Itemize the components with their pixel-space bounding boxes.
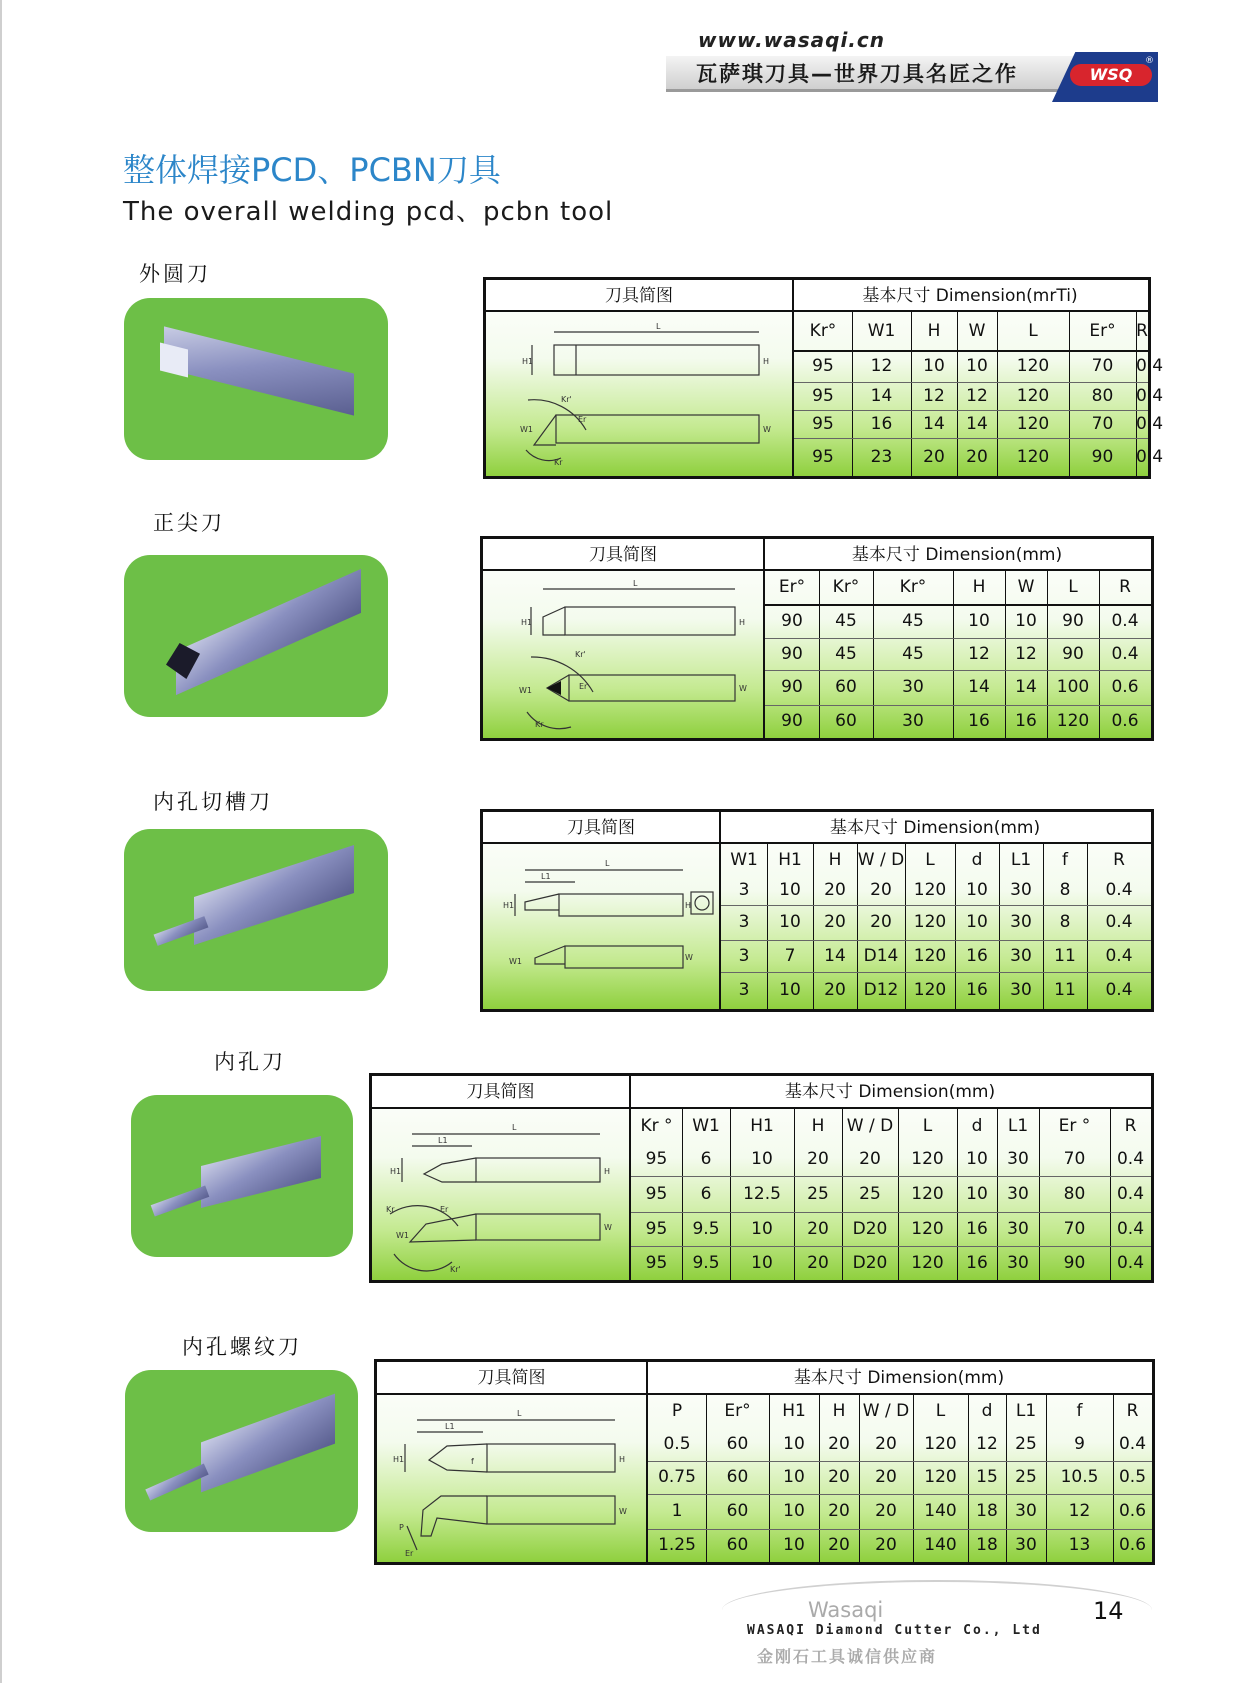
table-cell: 95 bbox=[812, 447, 834, 467]
table-cell: 0.4 bbox=[1136, 414, 1164, 434]
column-header: d bbox=[971, 1116, 983, 1136]
table-pointed-tool bbox=[480, 536, 1154, 741]
table-cell: 12 bbox=[870, 356, 893, 376]
svg-text:Kr': Kr' bbox=[575, 650, 586, 659]
table-cell: 80 bbox=[1063, 1184, 1086, 1204]
table-cell: 16 bbox=[966, 1219, 988, 1239]
table-cell: 140 bbox=[924, 1535, 957, 1555]
svg-text:Kr': Kr' bbox=[561, 395, 572, 404]
table-cell: 0.4 bbox=[1116, 1149, 1145, 1169]
diagram-pointed-tool bbox=[513, 577, 753, 735]
table-cell: 0.4 bbox=[1111, 611, 1139, 631]
photo-pointed-tool bbox=[124, 555, 388, 717]
table-cell: 18 bbox=[976, 1535, 998, 1555]
table-cell: 100 bbox=[1056, 677, 1090, 697]
table-cell: 0.4 bbox=[1111, 644, 1139, 664]
svg-text:W: W bbox=[685, 953, 693, 962]
table-cell: D14 bbox=[863, 946, 899, 966]
table-cell: 80 bbox=[1091, 386, 1114, 406]
table-cell: 95 bbox=[812, 356, 834, 376]
section-title-internal-boring: 内孔刀 bbox=[214, 1050, 286, 1074]
header-diagram: 刀具简图 bbox=[477, 1368, 546, 1388]
table-cell: 30 bbox=[1010, 880, 1032, 900]
svg-text:W1: W1 bbox=[520, 425, 533, 434]
column-header: H1 bbox=[750, 1116, 774, 1136]
table-cell: 0.6 bbox=[1118, 1501, 1147, 1521]
svg-text:Kr: Kr bbox=[535, 720, 544, 729]
svg-text:H: H bbox=[685, 901, 692, 910]
table-cell: 0.6 bbox=[1118, 1535, 1147, 1555]
table-cell: D12 bbox=[863, 980, 899, 1000]
table-cell: 20 bbox=[828, 1434, 850, 1454]
table-cell: 120 bbox=[911, 1184, 944, 1204]
table-cell: 11 bbox=[1054, 946, 1076, 966]
table-cell: 120 bbox=[1016, 356, 1050, 376]
table-cell: 9.5 bbox=[692, 1253, 720, 1273]
website-url[interactable]: www.wasaqi.cn bbox=[698, 28, 885, 52]
table-cell: 120 bbox=[1056, 711, 1090, 731]
table-cell: 20 bbox=[875, 1434, 897, 1454]
table-cell: 10 bbox=[966, 1149, 988, 1169]
column-header: W / D bbox=[862, 1401, 910, 1421]
svg-text:Kr: Kr bbox=[386, 1205, 395, 1214]
column-header: R bbox=[1124, 1116, 1137, 1136]
photo-internal-grooving-tool bbox=[124, 829, 388, 991]
table-cell: 120 bbox=[913, 946, 947, 966]
header-diagram: 刀具简图 bbox=[589, 545, 657, 565]
table-cell: 120 bbox=[924, 1467, 957, 1487]
table-cell: 11 bbox=[1054, 980, 1076, 1000]
column-header: L bbox=[922, 1116, 933, 1136]
footer-brand: Wasaqi bbox=[808, 1598, 884, 1622]
table-cell: 9.5 bbox=[692, 1219, 720, 1239]
table-cell: 0.4 bbox=[1136, 356, 1164, 376]
table-cell: 90 bbox=[1062, 644, 1084, 664]
svg-text:H: H bbox=[739, 618, 746, 627]
table-cell: 10.5 bbox=[1060, 1467, 1099, 1487]
table-cell: 0.4 bbox=[1118, 1434, 1147, 1454]
table-cell: 10 bbox=[783, 1535, 805, 1555]
column-header: Kr° bbox=[809, 321, 837, 341]
table-cell: 70 bbox=[1091, 414, 1114, 434]
table-cell: 0.4 bbox=[1116, 1219, 1145, 1239]
svg-text:L: L bbox=[633, 579, 638, 588]
table-cell: 10 bbox=[783, 1434, 805, 1454]
table-cell: 10 bbox=[923, 356, 945, 376]
table-cell: 6 bbox=[700, 1149, 712, 1169]
table-cell: 140 bbox=[924, 1501, 957, 1521]
table-cell: 25 bbox=[1015, 1434, 1037, 1454]
table-cell: 12 bbox=[976, 1434, 998, 1454]
table-cell: 0.5 bbox=[1118, 1467, 1147, 1487]
column-header: Er° bbox=[1089, 321, 1116, 341]
svg-text:L: L bbox=[512, 1123, 517, 1132]
table-cell: 0.6 bbox=[1111, 677, 1139, 697]
table-cell: 120 bbox=[1016, 386, 1050, 406]
section-title-internal-threading: 内孔螺纹刀 bbox=[182, 1335, 302, 1359]
table-cell: 60 bbox=[726, 1535, 749, 1555]
table-cell: 3 bbox=[738, 880, 750, 900]
column-header: H bbox=[927, 321, 941, 341]
svg-text:L: L bbox=[605, 859, 610, 868]
table-cell: 120 bbox=[1016, 447, 1050, 467]
table-cell: 90 bbox=[781, 611, 803, 631]
svg-text:Kr: Kr bbox=[554, 458, 563, 467]
table-cell: 10 bbox=[783, 1467, 805, 1487]
column-header: L bbox=[1028, 321, 1038, 341]
table-cell: 16 bbox=[968, 711, 990, 731]
table-cell: 20 bbox=[828, 1535, 850, 1555]
table-cell: 70 bbox=[1091, 356, 1114, 376]
registered-mark: ® bbox=[1145, 56, 1154, 66]
table-cell: 45 bbox=[835, 611, 857, 631]
diagram-internal-grooving bbox=[495, 850, 715, 1006]
table-cell: 120 bbox=[913, 880, 947, 900]
table-cell: 0.4 bbox=[1116, 1253, 1145, 1273]
table-cell: 10 bbox=[779, 912, 801, 932]
footer-company: WASAQI Diamond Cutter Co., Ltd bbox=[747, 1623, 1042, 1638]
svg-text:W: W bbox=[619, 1507, 627, 1516]
svg-text:Er: Er bbox=[578, 415, 587, 424]
table-cell: 20 bbox=[807, 1219, 829, 1239]
diagram-internal-threading bbox=[387, 1400, 637, 1560]
table-cell: 30 bbox=[1015, 1535, 1037, 1555]
column-header: Kr° bbox=[832, 577, 860, 597]
svg-text:H1: H1 bbox=[390, 1167, 402, 1176]
column-header: L1 bbox=[1010, 850, 1032, 870]
table-cell: 25 bbox=[1015, 1467, 1037, 1487]
svg-text:Er: Er bbox=[440, 1205, 449, 1214]
svg-text:f: f bbox=[471, 1457, 474, 1466]
section-title-external-turning: 外圆刀 bbox=[139, 262, 211, 286]
table-cell: 10 bbox=[966, 880, 988, 900]
table-internal-grooving bbox=[480, 809, 1154, 1012]
table-cell: 95 bbox=[645, 1253, 668, 1273]
table-cell: 90 bbox=[1062, 611, 1084, 631]
photo-internal-threading-tool bbox=[125, 1370, 358, 1532]
footer-supplier: 金刚石工具诚信供应商 bbox=[757, 1647, 938, 1666]
table-cell: 20 bbox=[870, 912, 892, 932]
table-cell: 90 bbox=[1063, 1253, 1086, 1273]
table-cell: 90 bbox=[781, 711, 803, 731]
table-cell: 20 bbox=[807, 1149, 829, 1169]
svg-text:L: L bbox=[517, 1409, 522, 1418]
slogan: 瓦萨琪刀具—世界刀具名匠之作 bbox=[696, 62, 1018, 86]
table-cell: 0.4 bbox=[1136, 386, 1164, 406]
table-cell: 30 bbox=[1007, 1149, 1029, 1169]
column-header: R bbox=[1113, 850, 1125, 870]
header-dimension: 基本尺寸 Dimension(mm) bbox=[851, 545, 1063, 565]
table-cell: 12 bbox=[1068, 1501, 1091, 1521]
column-header: Kr ° bbox=[640, 1116, 673, 1136]
column-header: L bbox=[925, 850, 935, 870]
table-cell: 95 bbox=[645, 1219, 668, 1239]
table-cell: 120 bbox=[913, 912, 947, 932]
column-header: H bbox=[832, 1401, 846, 1421]
table-cell: 0.4 bbox=[1136, 447, 1164, 467]
header-diagram: 刀具简图 bbox=[567, 818, 635, 838]
section-title-internal-grooving: 内孔切槽刀 bbox=[153, 790, 273, 814]
table-cell: 7 bbox=[784, 946, 796, 966]
column-header: R bbox=[1119, 577, 1131, 597]
table-cell: 30 bbox=[1007, 1219, 1029, 1239]
column-header: Er° bbox=[778, 577, 806, 597]
diagram-external-turning bbox=[516, 320, 776, 470]
column-header: W1 bbox=[730, 850, 758, 870]
svg-text:W: W bbox=[604, 1223, 612, 1232]
table-cell: 15 bbox=[976, 1467, 998, 1487]
table-cell: 60 bbox=[726, 1501, 749, 1521]
table-cell: 20 bbox=[828, 1501, 850, 1521]
table-cell: 12 bbox=[1015, 644, 1037, 664]
table-cell: 14 bbox=[870, 386, 893, 406]
table-cell: 10 bbox=[779, 880, 801, 900]
column-header: Er ° bbox=[1058, 1116, 1091, 1136]
table-cell: 14 bbox=[824, 946, 846, 966]
table-cell: 12 bbox=[966, 386, 988, 406]
table-cell: 0.4 bbox=[1105, 980, 1133, 1000]
table-cell: 1 bbox=[671, 1501, 683, 1521]
table-cell: 120 bbox=[911, 1219, 944, 1239]
column-header: Er° bbox=[724, 1401, 751, 1421]
page-number: 14 bbox=[1093, 1597, 1124, 1625]
table-cell: 20 bbox=[824, 880, 846, 900]
svg-text:L: L bbox=[656, 322, 661, 331]
table-cell: 10 bbox=[1015, 611, 1037, 631]
table-cell: 0.5 bbox=[663, 1434, 691, 1454]
svg-text:Er: Er bbox=[405, 1549, 414, 1558]
column-header: Kr° bbox=[899, 577, 927, 597]
table-cell: D20 bbox=[852, 1253, 888, 1273]
table-cell: 0.4 bbox=[1105, 880, 1133, 900]
column-header: H1 bbox=[782, 1401, 806, 1421]
svg-text:P: P bbox=[399, 1523, 404, 1532]
table-cell: 12.5 bbox=[743, 1184, 781, 1204]
column-header: P bbox=[671, 1401, 683, 1421]
table-cell: 16 bbox=[966, 980, 988, 1000]
table-cell: 16 bbox=[1015, 711, 1037, 731]
column-header: f bbox=[1076, 1401, 1083, 1421]
column-header: f bbox=[1062, 850, 1068, 870]
svg-text:H1: H1 bbox=[393, 1455, 405, 1464]
table-cell: 90 bbox=[1091, 447, 1114, 467]
table-cell: 20 bbox=[923, 447, 945, 467]
table-cell: 8 bbox=[1059, 912, 1071, 932]
svg-text:L1: L1 bbox=[445, 1422, 455, 1431]
svg-text:H1: H1 bbox=[521, 618, 533, 627]
table-cell: D20 bbox=[852, 1219, 888, 1239]
table-cell: 3 bbox=[738, 946, 750, 966]
svg-text:W: W bbox=[763, 425, 771, 434]
svg-text:W1: W1 bbox=[519, 686, 532, 695]
svg-text:H1: H1 bbox=[522, 357, 534, 366]
table-cell: 90 bbox=[781, 644, 803, 664]
table-cell: 14 bbox=[923, 414, 945, 434]
table-cell: 3 bbox=[738, 980, 750, 1000]
column-header: H bbox=[972, 577, 986, 597]
column-header: R bbox=[1136, 321, 1148, 341]
svg-text:Er: Er bbox=[579, 682, 588, 691]
table-cell: 120 bbox=[911, 1149, 944, 1169]
logo-text: WSQ bbox=[1070, 64, 1152, 86]
page-title-en: The overall welding pcd、pcbn tool bbox=[123, 197, 614, 227]
table-cell: 0.4 bbox=[1105, 912, 1133, 932]
svg-text:W1: W1 bbox=[509, 957, 522, 966]
svg-text:H1: H1 bbox=[503, 901, 515, 910]
column-header: L1 bbox=[1007, 1116, 1029, 1136]
photo-external-turning-tool bbox=[124, 298, 388, 460]
table-cell: 90 bbox=[781, 677, 803, 697]
table-cell: 45 bbox=[902, 644, 924, 664]
table-cell: 45 bbox=[835, 644, 857, 664]
header-diagram: 刀具简图 bbox=[605, 286, 673, 306]
header-dimension: 基本尺寸 Dimension(mm) bbox=[793, 1368, 1005, 1388]
column-header: H1 bbox=[778, 850, 802, 870]
diagram-internal-boring bbox=[382, 1114, 622, 1276]
table-cell: 20 bbox=[807, 1253, 829, 1273]
table-cell: 30 bbox=[1010, 912, 1032, 932]
header-dimension: 基本尺寸 Dimension(mm) bbox=[784, 1082, 996, 1102]
column-header: W bbox=[1017, 577, 1035, 597]
column-header: W / D bbox=[846, 1116, 894, 1136]
table-external-turning bbox=[483, 277, 1164, 479]
table-cell: 6 bbox=[700, 1184, 712, 1204]
column-header: L bbox=[1068, 577, 1078, 597]
table-cell: 120 bbox=[1016, 414, 1050, 434]
table-cell: 30 bbox=[1007, 1184, 1029, 1204]
table-cell: 12 bbox=[968, 644, 990, 664]
table-cell: 10 bbox=[966, 912, 988, 932]
table-cell: 30 bbox=[1015, 1501, 1037, 1521]
table-cell: 120 bbox=[924, 1434, 957, 1454]
table-internal-boring bbox=[369, 1073, 1154, 1283]
svg-text:H: H bbox=[604, 1167, 611, 1176]
table-cell: 8 bbox=[1059, 880, 1071, 900]
column-header: W / D bbox=[857, 850, 905, 870]
table-cell: 0.75 bbox=[658, 1467, 696, 1487]
svg-text:L1: L1 bbox=[541, 872, 551, 881]
table-cell: 20 bbox=[875, 1535, 897, 1555]
table-cell: 10 bbox=[966, 356, 988, 376]
table-cell: 70 bbox=[1063, 1219, 1086, 1239]
section-title-pointed-tool: 正尖刀 bbox=[153, 511, 225, 535]
svg-text:W1: W1 bbox=[396, 1231, 409, 1240]
table-cell: 60 bbox=[835, 677, 857, 697]
table-cell: 9 bbox=[1074, 1434, 1085, 1454]
table-cell: 95 bbox=[812, 414, 834, 434]
table-internal-threading bbox=[374, 1359, 1155, 1565]
table-cell: 60 bbox=[726, 1434, 749, 1454]
table-cell: 10 bbox=[783, 1501, 805, 1521]
svg-text:H: H bbox=[763, 357, 770, 366]
table-cell: 20 bbox=[966, 447, 988, 467]
table-cell: 10 bbox=[968, 611, 990, 631]
table-cell: 120 bbox=[911, 1253, 944, 1273]
table-cell: 16 bbox=[966, 946, 988, 966]
table-cell: 3 bbox=[738, 912, 750, 932]
table-cell: 10 bbox=[751, 1149, 773, 1169]
table-cell: 25 bbox=[859, 1184, 881, 1204]
table-cell: 14 bbox=[1015, 677, 1037, 697]
table-cell: 95 bbox=[645, 1149, 668, 1169]
table-cell: 1.25 bbox=[658, 1535, 696, 1555]
table-cell: 10 bbox=[751, 1253, 773, 1273]
header-dimension: 基本尺寸 Dimension(mm) bbox=[829, 818, 1041, 838]
table-cell: 30 bbox=[1007, 1253, 1029, 1273]
table-cell: 30 bbox=[902, 711, 924, 731]
column-header: d bbox=[981, 1401, 993, 1421]
table-cell: 20 bbox=[875, 1467, 897, 1487]
table-cell: 13 bbox=[1068, 1535, 1091, 1555]
header-dimension: 基本尺寸 Dimension(mrTi) bbox=[862, 286, 1078, 306]
table-cell: 45 bbox=[902, 611, 924, 631]
table-cell: 20 bbox=[824, 912, 846, 932]
table-cell: 16 bbox=[966, 1253, 988, 1273]
table-cell: 18 bbox=[976, 1501, 998, 1521]
column-header: H bbox=[811, 1116, 825, 1136]
svg-text:Kr': Kr' bbox=[450, 1265, 461, 1274]
column-header: W1 bbox=[867, 321, 896, 341]
table-cell: 20 bbox=[859, 1149, 881, 1169]
header-diagram: 刀具简图 bbox=[466, 1082, 535, 1102]
table-cell: 120 bbox=[913, 980, 947, 1000]
column-header: W1 bbox=[692, 1116, 720, 1136]
table-cell: 0.6 bbox=[1111, 711, 1139, 731]
table-cell: 10 bbox=[779, 980, 801, 1000]
table-cell: 10 bbox=[966, 1184, 988, 1204]
svg-text:L1: L1 bbox=[438, 1136, 448, 1145]
column-header: H bbox=[828, 850, 842, 870]
table-cell: 30 bbox=[1010, 980, 1032, 1000]
svg-text:H: H bbox=[619, 1455, 626, 1464]
column-header: W bbox=[968, 321, 986, 341]
table-cell: 20 bbox=[870, 880, 892, 900]
photo-internal-boring-tool bbox=[131, 1095, 353, 1257]
table-cell: 16 bbox=[870, 414, 893, 434]
table-cell: 10 bbox=[751, 1219, 773, 1239]
table-cell: 20 bbox=[875, 1501, 897, 1521]
svg-text:W: W bbox=[739, 684, 747, 693]
table-cell: 60 bbox=[835, 711, 857, 731]
table-cell: 30 bbox=[1010, 946, 1032, 966]
table-cell: 14 bbox=[966, 414, 988, 434]
table-cell: 25 bbox=[807, 1184, 829, 1204]
table-cell: 12 bbox=[923, 386, 945, 406]
column-header: L bbox=[935, 1401, 946, 1421]
column-header: d bbox=[971, 850, 983, 870]
table-cell: 0.4 bbox=[1116, 1184, 1145, 1204]
table-cell: 95 bbox=[812, 386, 834, 406]
table-cell: 0.4 bbox=[1105, 946, 1133, 966]
table-cell: 20 bbox=[828, 1467, 850, 1487]
table-cell: 70 bbox=[1063, 1149, 1086, 1169]
table-cell: 30 bbox=[902, 677, 924, 697]
table-cell: 23 bbox=[870, 447, 893, 467]
table-cell: 95 bbox=[645, 1184, 668, 1204]
column-header: R bbox=[1126, 1401, 1139, 1421]
column-header: L1 bbox=[1015, 1401, 1037, 1421]
table-cell: 20 bbox=[824, 980, 846, 1000]
table-cell: 60 bbox=[726, 1467, 749, 1487]
page-title-cn: 整体焊接PCD、PCBN刀具 bbox=[123, 151, 501, 189]
table-cell: 14 bbox=[968, 677, 990, 697]
